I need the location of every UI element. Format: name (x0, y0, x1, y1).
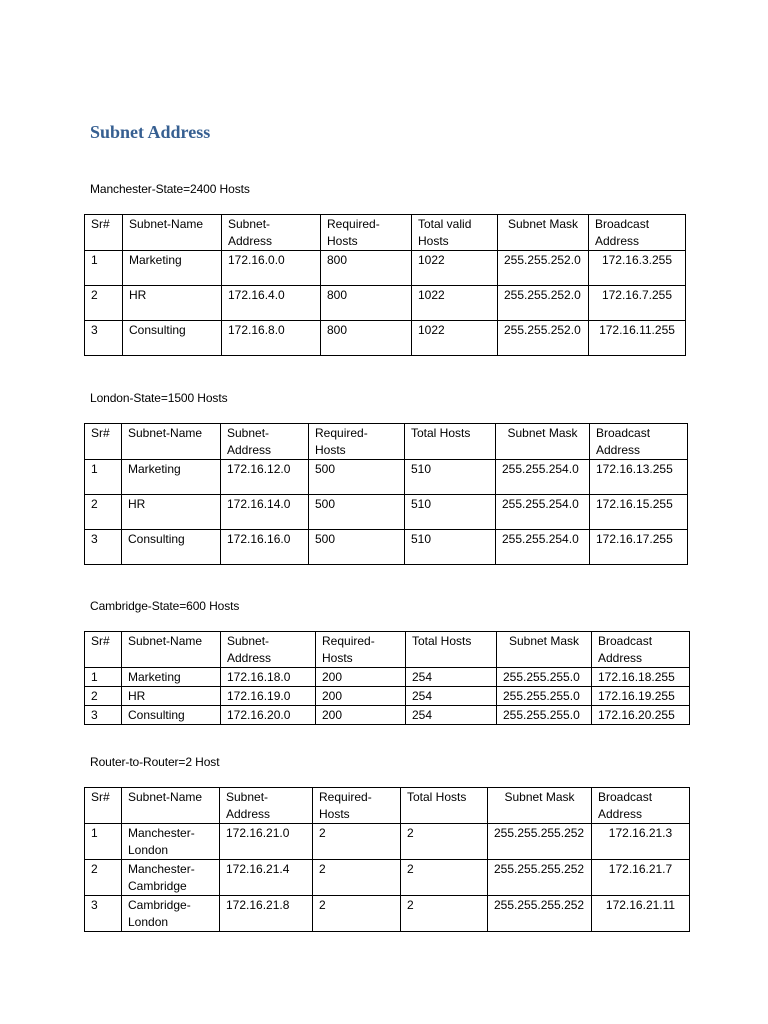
cell-required-hosts: 800 (321, 286, 412, 321)
cell-total-hosts: 1022 (412, 321, 498, 356)
header-cell: Subnet Mask (496, 424, 590, 460)
cell-subnet-name: Marketing (123, 251, 222, 286)
cell-broadcast-address: 172.16.21.3 (592, 824, 690, 860)
cell-subnet-mask: 255.255.252.0 (498, 251, 589, 286)
cell-subnet-mask: 255.255.254.0 (496, 495, 590, 530)
cell-subnet-mask: 255.255.255.0 (497, 668, 592, 687)
cell-subnet-address: 172.16.4.0 (222, 286, 321, 321)
section-heading-router: Router-to-Router=2 Host (90, 755, 220, 769)
cell-subnet-address: 172.16.0.0 (222, 251, 321, 286)
header-cell: Required-Hosts (309, 424, 405, 460)
cell-total-hosts: 2 (401, 824, 488, 860)
header-cell: Sr# (85, 788, 122, 824)
cell-total-hosts: 254 (406, 687, 497, 706)
cell-subnet-address: 172.16.21.0 (220, 824, 313, 860)
table-row (85, 896, 690, 932)
header-cell: Subnet Mask (498, 215, 589, 251)
cell-broadcast-address: 172.16.17.255 (590, 530, 688, 565)
header-cell: Subnet-Name (122, 632, 221, 668)
header-cell: Subnet Mask (497, 632, 592, 668)
cell-required-hosts: 800 (321, 251, 412, 286)
cell-sr: 3 (85, 706, 122, 725)
cell-sr: 1 (85, 251, 123, 286)
table-row (85, 706, 690, 725)
header-cell: Required-Hosts (321, 215, 412, 251)
header-cell: Total Hosts (406, 632, 497, 668)
cell-total-hosts: 1022 (412, 286, 498, 321)
header-cell: Required-Hosts (313, 788, 401, 824)
header-cell: Subnet-Address (222, 215, 321, 251)
cell-subnet-address: 172.16.18.0 (221, 668, 316, 687)
cell-broadcast-address: 172.16.20.255 (592, 706, 690, 725)
cell-broadcast-address: 172.16.15.255 (590, 495, 688, 530)
header-cell: Broadcast Address (590, 424, 688, 460)
cell-subnet-address: 172.16.21.4 (220, 860, 313, 896)
header-cell: Required-Hosts (316, 632, 406, 668)
cell-required-hosts: 500 (309, 530, 405, 565)
header-cell: Total valid Hosts (412, 215, 498, 251)
cell-subnet-address: 172.16.20.0 (221, 706, 316, 725)
subnet-table-manchester (84, 214, 686, 356)
header-cell: Sr# (85, 632, 122, 668)
cell-subnet-mask: 255.255.252.0 (498, 286, 589, 321)
table-header-row (85, 632, 690, 668)
cell-total-hosts: 2 (401, 896, 488, 932)
cell-subnet-name: Manchester-Cambridge (122, 860, 220, 896)
header-cell: Total Hosts (405, 424, 496, 460)
cell-required-hosts: 2 (313, 860, 401, 896)
table-row (85, 668, 690, 687)
cell-required-hosts: 500 (309, 495, 405, 530)
table-row (85, 860, 690, 896)
cell-required-hosts: 200 (316, 706, 406, 725)
cell-broadcast-address: 172.16.13.255 (590, 460, 688, 495)
cell-subnet-name: Consulting (122, 530, 221, 565)
cell-subnet-name: Consulting (123, 321, 222, 356)
cell-required-hosts: 200 (316, 687, 406, 706)
header-cell: Subnet Mask (488, 788, 592, 824)
cell-sr: 2 (85, 687, 122, 706)
header-cell: Broadcast Address (592, 788, 690, 824)
table-row (85, 824, 690, 860)
cell-subnet-name: Consulting (122, 706, 221, 725)
header-cell: Subnet-Name (123, 215, 222, 251)
cell-subnet-name: HR (122, 495, 221, 530)
header-cell: Subnet-Name (122, 424, 221, 460)
cell-subnet-address: 172.16.8.0 (222, 321, 321, 356)
header-cell: Broadcast Address (589, 215, 686, 251)
cell-total-hosts: 510 (405, 460, 496, 495)
cell-subnet-mask: 255.255.255.252 (488, 896, 592, 932)
table-row (85, 251, 686, 286)
cell-subnet-address: 172.16.12.0 (221, 460, 309, 495)
subnet-table-london (84, 423, 688, 565)
cell-subnet-mask: 255.255.254.0 (496, 460, 590, 495)
cell-subnet-mask: 255.255.255.252 (488, 824, 592, 860)
table-header-row (85, 424, 688, 460)
header-cell: Sr# (85, 424, 122, 460)
section-heading-cambridge: Cambridge-State=600 Hosts (90, 599, 240, 613)
page-title: Subnet Address (90, 122, 211, 142)
cell-subnet-name: Manchester-London (122, 824, 220, 860)
cell-subnet-name: HR (122, 687, 221, 706)
table-row (85, 460, 688, 495)
cell-broadcast-address: 172.16.21.7 (592, 860, 690, 896)
cell-total-hosts: 1022 (412, 251, 498, 286)
cell-total-hosts: 510 (405, 530, 496, 565)
cell-sr: 2 (85, 286, 123, 321)
table-row (85, 321, 686, 356)
cell-required-hosts: 500 (309, 460, 405, 495)
cell-sr: 2 (85, 860, 122, 896)
header-cell: Subnet-Name (122, 788, 220, 824)
cell-subnet-name: Marketing (122, 460, 221, 495)
cell-sr: 1 (85, 460, 122, 495)
cell-subnet-name: HR (123, 286, 222, 321)
table-header-row (85, 215, 686, 251)
cell-sr: 1 (85, 824, 122, 860)
cell-required-hosts: 2 (313, 896, 401, 932)
cell-total-hosts: 254 (406, 668, 497, 687)
section-heading-manchester: Manchester-State=2400 Hosts (90, 182, 250, 196)
cell-subnet-name: Marketing (122, 668, 221, 687)
table-row (85, 530, 688, 565)
cell-broadcast-address: 172.16.19.255 (592, 687, 690, 706)
cell-sr: 3 (85, 530, 122, 565)
cell-broadcast-address: 172.16.3.255 (589, 251, 686, 286)
cell-total-hosts: 2 (401, 860, 488, 896)
header-cell: Subnet-Address (220, 788, 313, 824)
subnet-table-router (84, 787, 690, 932)
cell-sr: 1 (85, 668, 122, 687)
header-cell: Subnet-Address (221, 424, 309, 460)
cell-broadcast-address: 172.16.11.255 (589, 321, 686, 356)
header-cell: Sr# (85, 215, 123, 251)
cell-sr: 3 (85, 321, 123, 356)
subnet-table-cambridge (84, 631, 690, 725)
cell-broadcast-address: 172.16.21.11 (592, 896, 690, 932)
table-row (85, 286, 686, 321)
cell-subnet-mask: 255.255.255.0 (497, 687, 592, 706)
cell-subnet-address: 172.16.14.0 (221, 495, 309, 530)
cell-subnet-address: 172.16.16.0 (221, 530, 309, 565)
cell-subnet-mask: 255.255.254.0 (496, 530, 590, 565)
cell-subnet-address: 172.16.19.0 (221, 687, 316, 706)
header-cell: Subnet-Address (221, 632, 316, 668)
header-cell: Broadcast Address (592, 632, 690, 668)
cell-required-hosts: 800 (321, 321, 412, 356)
table-row (85, 495, 688, 530)
cell-broadcast-address: 172.16.18.255 (592, 668, 690, 687)
cell-broadcast-address: 172.16.7.255 (589, 286, 686, 321)
cell-subnet-address: 172.16.21.8 (220, 896, 313, 932)
cell-total-hosts: 510 (405, 495, 496, 530)
cell-subnet-mask: 255.255.255.252 (488, 860, 592, 896)
cell-subnet-mask: 255.255.252.0 (498, 321, 589, 356)
section-heading-london: London-State=1500 Hosts (90, 391, 228, 405)
cell-required-hosts: 2 (313, 824, 401, 860)
header-cell: Total Hosts (401, 788, 488, 824)
table-row (85, 687, 690, 706)
cell-required-hosts: 200 (316, 668, 406, 687)
cell-sr: 3 (85, 896, 122, 932)
cell-subnet-name: Cambridge-London (122, 896, 220, 932)
table-header-row (85, 788, 690, 824)
cell-sr: 2 (85, 495, 122, 530)
cell-subnet-mask: 255.255.255.0 (497, 706, 592, 725)
cell-total-hosts: 254 (406, 706, 497, 725)
